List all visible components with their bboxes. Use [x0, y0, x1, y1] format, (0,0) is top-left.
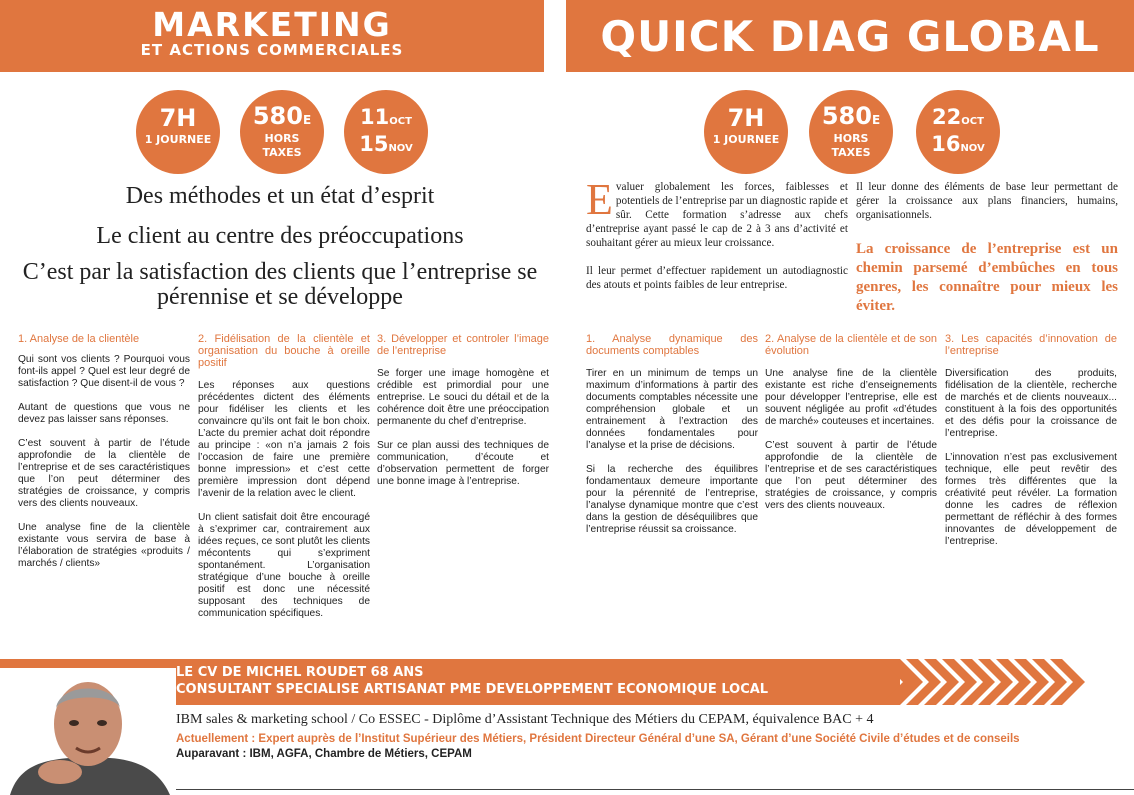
cv-subtitle: CONSULTANT SPECIALISE ARTISANAT PME DEVELOPPEMENT ECONOMIQUE LOCAL — [176, 682, 769, 697]
cv-title: LE CV DE MICHEL ROUDET 68 ANS — [176, 665, 424, 680]
right-banner: QUICK DIAG GLOBAL — [566, 0, 1134, 72]
slogan-2: Le client au centre des préoccupations — [96, 223, 464, 249]
left-col3-heading: 3. Développer et controler l’image de l’entreprise — [377, 333, 549, 357]
intro-left: Evaluer globalement les forces, faiblesses et potentiels de l’entreprise par un diagnostic rapide et sûr. Cette formation s’adresse aux chefs d’entreprise ayant passé le cap de 2 à 3 ans d’activité et souhaitant gérer au mieux leur croissance. Il leur permet d’effectuer rapidement un autodiagnostic des atouts et points faibles de leur entreprise. — [586, 175, 848, 291]
slogan-1: Des méthodes et un état d’esprit — [125, 183, 435, 209]
right-duration-badge: 7H 1 JOURNEE — [704, 90, 788, 174]
left-price-badge: 580E HORS TAXES — [240, 90, 324, 174]
left-col1-text: Qui sont vos clients ? Pourquoi vous font-ils appel ? Quel est leur degré de satisfaction ? Que disent-il de vous ? Autant de questions que vous ne devez pas laisser sans réponses. C’est souvent à partir de l’étude approfondie de la clientèle de l’entreprise et de ses caractéristiques que l’on peut déterminer des stratégies de croissance, y compris vers des clients nouveaux. Une analyse fine de la clientèle existante vous servira de base à l’élaboration de stratégies «produits / marchés / clients» — [18, 354, 190, 569]
intro-right: Il leur donne des éléments de base leur permettant de gérer la croissance aux plans financiers, humains, organisationnels. — [856, 181, 1118, 221]
left-col2-heading: 2. Fidélisation de la clientèle et organisation du bouche à oreille positif — [198, 333, 370, 369]
left-banner-subtitle: ET ACTIONS COMMERCIALES — [140, 41, 404, 59]
slogan-3: C’est par la satisfaction des clients que l’entreprise se pérennise et se développe — [22, 259, 538, 310]
left-banner — [0, 0, 544, 72]
right-col1-heading: 1. Analyse dynamique des documents comptables — [586, 333, 758, 357]
right-col1-text: Tirer en un minimum de temps un maximum d’informations à partir des documents comptables nécessite une compréhension globale et un entrainement à l’extraction des données fondamentales pour l’analyse et la prise de décisions. Si la recherche des équilibres fondamentaux demeure importante pour la pérennité de l’entreprise, l’analyse dynamique montre que c’est dans la gestion de déséquilibres que l’entreprise réussit sa croissance. — [586, 368, 758, 535]
right-col3-heading: 3. Les capacités d’innovation de l’entreprise — [945, 333, 1117, 357]
left-dates-badge: 11OCT 15NOV — [344, 90, 428, 174]
right-dates-badge: 22OCT 16NOV — [916, 90, 1000, 174]
portrait-photo — [0, 668, 176, 795]
intro-highlight: La croissance de l’entreprise est un chemin parsemé d’embûches en tous genres, les connaître pour mieux les éviter. — [856, 241, 1118, 314]
chevron-arrows-icon — [880, 659, 1090, 705]
cv-previous: Auparavant : IBM, AGFA, Chambre de Métiers, CEPAM — [176, 748, 472, 760]
left-duration-badge: 7H 1 JOURNEE — [136, 90, 220, 174]
left-banner-title: MARKETING — [152, 5, 392, 44]
bottom-divider — [176, 789, 1134, 790]
left-col1-heading: 1. Analyse de la clientèle — [18, 333, 140, 345]
cv-education: IBM sales & marketing school / Co ESSEC - Diplôme d’Assistant Technique des Métiers du CEPAM, équivalence BAC + 4 — [176, 712, 874, 727]
left-col2-text: Les réponses aux questions précédentes dictent des éléments pour fidéliser les clients et les convaincre qu’ils ont fait le bon choix. L’acte du premier achat doit répondre au principe : «on n’a jamais 2 fois l’occasion de faire une première bonne impression» et c’est cette première impression dont dépend l’avenir de la relation avec le client. Un client satisfait doit être encouragé à s’exprimer car, contrairement aux idées reçues, ce sont plutôt les clients mécontents qui s’expriment spontanément. L’organisation stratégique d’une bouche à oreille positif est donc une nécessité supposant des techniques de communication spécifiques. — [198, 380, 370, 619]
cv-current: Actuellement : Expert auprès de l’Institut Supérieur des Métiers, Président Directeur Général d’une SA, Gérant d’une Société Civile d’études et de conseils — [176, 733, 1020, 745]
left-col3-text: Se forger une image homogène et crédible est primordial pour une entreprise. Le souci du détail et de la cohérence doit être une préoccipation permanente du chef d’entreprise. Sur ce plan aussi des techniques de communication, d’écoute et d’observation permettent de forger une bonne image à l’entreprise. — [377, 368, 549, 487]
right-col2-heading: 2. Analyse de la clientèle et de son évolution — [765, 333, 937, 357]
right-col2-text: Une analyse fine de la clientèle existante est riche d’enseignements pour développer l’entreprise, elle est souvent négligée au profit «d’études de marché» couteuses et incertaines. C’est souvent à partir de l’étude approfondie de la clientèle de l’entreprise et de ses caractéristiques que l’on peut déterminer des stratégies de croissance, y compris vers des clients nouveaux. — [765, 368, 937, 511]
dropcap: E — [586, 175, 613, 224]
right-col3-text: Diversification des produits, fidélisation de la clientèle, recherche de marchés et de clients nouveaux... constituent à la fois des opportunités et des défis pour la croissance de l’entreprise. L’innovation n’est pas exclusivement technique, elle peut revêtir des formes très différentes que la créativité peut révéler. La formation donne les cadres de réflexion permettant de réfléchir à des formes innovantes de développement de l’entreprise. — [945, 368, 1117, 547]
right-price-badge: 580E HORS TAXES — [809, 90, 893, 174]
